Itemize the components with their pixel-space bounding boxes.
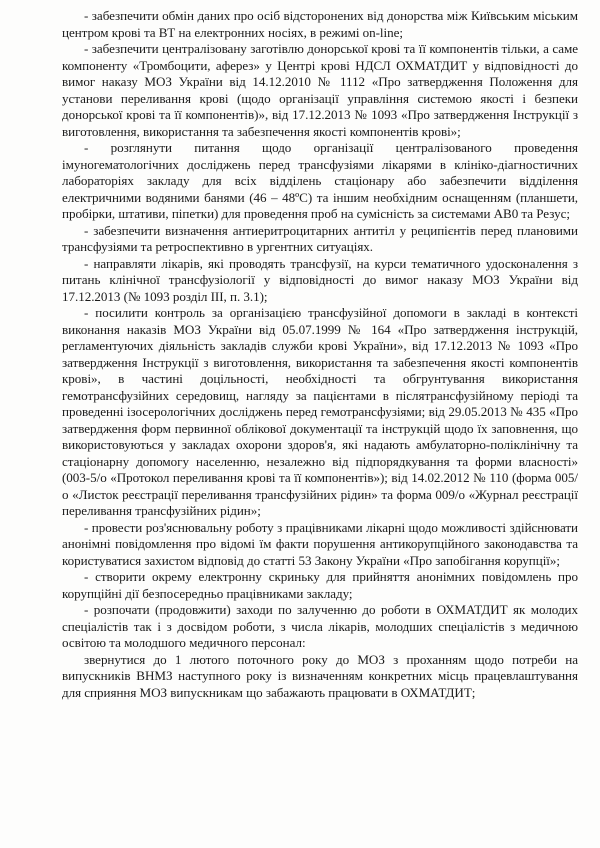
paragraph-4: - забезпечити визначення антиеритроцитарних антитіл у реципієнтів перед плановими трансфузіями та ретроспективно в ургентних ситуаціях. xyxy=(62,222,578,254)
paragraph-3: - розглянути питання щодо організації централізованого проведення імуногематологічних досліджень перед трансфузіями лікарями в клініко-діагностичних лабораторіях закладу для всіх відділень стаціонару або забезпечити відділення електричними водяними банями (46 – 48ºC) та іншим необхідним оснащенням (планшети, пробірки, штативи, піпетки) для проведення проб на сумісність за системами АВ0 та Резус; xyxy=(62,140,578,221)
paragraph-1: - забезпечити обмін даних про осіб відсторонених від донорства між Київським міським центром крові та ВТ на електронних носіях, в режимі on-line; xyxy=(62,8,578,40)
paragraph-2: - забезпечити централізовану заготівлю донорської крові та її компонентів тільки, а саме компоненту «Тромбоцити, аферез» у Центрі крові НДСЛ ОХМАТДИТ у відповідності до вимог наказу МОЗ України від 14.12.2010 № 1112 «Про затвердження Положення для установи переливання крові (щодо організації управління системою якості і безпеки донорської крові та її компонентів)», від 17.12.2013 № 1093 «Про затвердження Інструкції з виготовлення, використання та забезпечення якості компонентів крові»; xyxy=(62,41,578,139)
paragraph-6: - посилити контроль за організацією трансфузійної допомоги в закладі в контексті виконання наказів МОЗ України від 05.07.1999 № 164 «Про затвердження інструкцій, регламентуючих діяльність закладів служби крові України», від 17.12.2013 № 1093 «Про затвердження Інструкції з виготовлення, використання та забезпечення якості компонентів крові», в частині доцільності, необхідності та обгрунтування використання гемотрансфузійних середовищ, нагляду за пацієнтами в післятрансфузійному періоді та проведенні ізосерологічних досліджень перед гемотрансфузіями; від 29.05.2013 № 435 «Про затвердження форм первинної облікової документації та інструкцій щодо їх заповнення, що використовуються у закладах охорони здоров'я, які надають амбулаторно-поліклінічну та стаціонарну допомогу населенню, незалежно від підпорядкування та форми власності» (003-5/о «Протокол переливання крові та її компонентів»); від 14.02.2012 № 110 (форма 005/о «Листок реєстрації переливання трансфузійних рідин» та форма 009/о «Журнал реєстрації переливання трансфузійних рідин»; xyxy=(62,305,578,518)
paragraph-8: - створити окрему електронну скриньку для прийняття анонімних повідомлень про корупційні дії безпосередньо працівниками закладу; xyxy=(62,569,578,601)
document-body xyxy=(62,8,578,701)
paragraph-10: звернутися до 1 лютого поточного року до МОЗ з проханням щодо потреби на випускників ВНМЗ наступного року із визначенням конкретних місць працевлаштування для сприяння МОЗ випускникам що забажають працювати в ОХМАТДИТ; xyxy=(62,651,578,700)
paragraph-5: - направляти лікарів, які проводять трансфузії, на курси тематичного удосконалення з питань клінічної трансфузіології у відповідності до вимог наказу МОЗ України від 17.12.2013 (№ 1093 розділ ІІІ, п. 3.1); xyxy=(62,255,578,304)
paragraph-9: - розпочати (продовжити) заходи по залученню до роботи в ОХМАТДИТ як молодих спеціалістів так і з досвідом роботи, з числа лікарів, молодших спеціалістів з медичною освітою та молодшого медичного персонал: xyxy=(62,602,578,650)
paragraph-7: - провести роз'яснювальну роботу з працівниками лікарні щодо можливості здійснювати анонімні повідомлення про відомі їм факти порушення антикорупційного законодавства та користуватися захистом відповід до статті 53 Закону України «Про запобігання корупції»; xyxy=(62,519,578,568)
